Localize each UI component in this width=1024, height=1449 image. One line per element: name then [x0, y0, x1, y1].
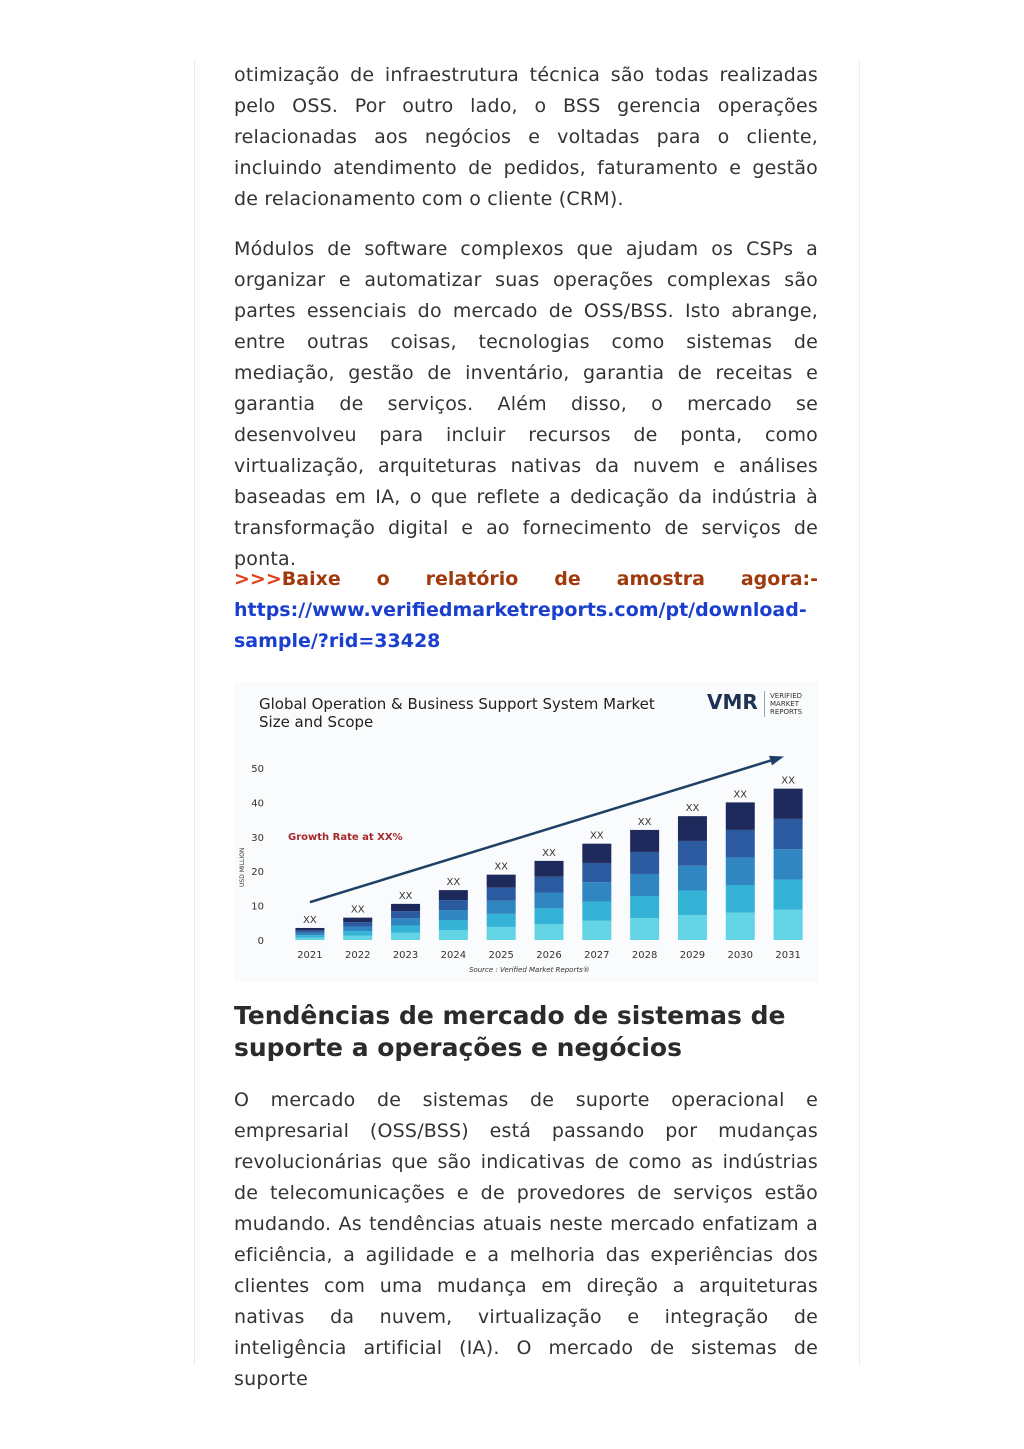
bar-segment [391, 911, 420, 918]
chart-title-line1: Global Operation & Business Support System Market [259, 695, 655, 713]
bar-segment [774, 849, 803, 879]
bar-segment [774, 789, 803, 819]
x-tick-label: 2023 [392, 950, 419, 961]
chart-ylabel: USD MILLION [239, 847, 246, 887]
bar-segment [535, 924, 564, 940]
y-tick-label: 30 [251, 832, 264, 844]
bars [295, 776, 802, 940]
vmr-logo [707, 690, 803, 717]
x-axis [297, 950, 801, 961]
bar-segment [535, 877, 564, 893]
growth-annotation: Growth Rate at XX% [288, 832, 403, 843]
cta-word: agora:- [740, 568, 818, 590]
bar-segment [439, 930, 468, 940]
bar-data-label: XX [446, 877, 461, 889]
x-tick-label: 2028 [631, 950, 658, 961]
bar-stack [630, 830, 659, 940]
bar-segment [343, 927, 372, 931]
vmr-logo-line3: REPORTS [770, 708, 803, 716]
vmr-logo-mark: VMR [707, 690, 758, 714]
bar-segment [582, 863, 611, 882]
bar-segment [678, 866, 707, 891]
bar-segment [678, 841, 707, 866]
bar-stack [295, 928, 324, 940]
bar-data-label: XX [303, 914, 317, 926]
bar-segment [678, 890, 707, 915]
download-sample-link[interactable] [234, 599, 807, 652]
bar-data-label: XX [398, 890, 413, 902]
download-cta [234, 564, 818, 657]
bar-stack [582, 844, 611, 940]
bar-segment [439, 910, 468, 920]
bar-segment [630, 830, 659, 852]
bar-segment [630, 918, 659, 940]
bar-stack [343, 918, 372, 940]
bar-segment [726, 857, 755, 885]
bar-data-label: XX [589, 830, 604, 842]
cta-word: relatório [425, 568, 519, 590]
bar-segment [295, 930, 324, 932]
bar-segment [295, 935, 324, 937]
market-chart [234, 682, 818, 982]
bar-data-label: XX [542, 847, 556, 859]
bar-segment [343, 936, 372, 940]
bar-data-label: XX [350, 904, 365, 916]
bar-segment [535, 908, 564, 924]
bar-segment [535, 893, 564, 909]
bar-segment [726, 802, 755, 830]
x-tick-label: 2022 [345, 950, 371, 961]
chart-title-line2: Size and Scope [259, 713, 374, 731]
x-tick-label: 2027 [584, 950, 610, 961]
x-tick-label: 2030 [727, 950, 753, 961]
bar-segment [582, 921, 611, 940]
bar-segment [774, 910, 803, 940]
bar-segment [391, 933, 420, 940]
y-tick-label: 40 [251, 798, 264, 810]
y-tick-label: 50 [251, 764, 264, 775]
bar-segment [391, 904, 420, 911]
bar-stack [678, 816, 707, 940]
bar-segment [487, 927, 516, 940]
trend-arrowhead [769, 756, 784, 766]
bar-segment [487, 901, 516, 914]
bar-segment [439, 900, 468, 910]
bar-segment [678, 816, 707, 841]
bar-stack [774, 789, 803, 940]
bar-segment [439, 920, 468, 930]
bar-stack [726, 802, 755, 940]
bar-segment [774, 879, 803, 909]
bar-segment [726, 912, 755, 940]
bar-segment [439, 890, 468, 900]
link-line-1: https://www.verifiedmarketreports.com/pt/download- [234, 599, 807, 621]
bar-segment [582, 882, 611, 901]
bar-segment [295, 933, 324, 935]
x-tick-label: 2025 [488, 950, 514, 961]
paragraph-oss-bss: otimização de infraestrutura técnica são todas realizadas pelo OSS. Por outro lado, o BSS gerencia operações relacionadas aos negócios e voltadas para o cliente, incluindo atendimento de pedidos, faturamento e gestão de relacionamento com o cliente (CRM). [234, 64, 818, 210]
bar-segment [487, 875, 516, 888]
bar-data-label: XX [781, 775, 795, 787]
cta-arrows: >>> [234, 568, 282, 590]
cta-word: de [554, 568, 581, 590]
link-line-2: sample/?rid=33428 [234, 630, 441, 652]
bar-data-label: XX [494, 861, 509, 873]
bar-data-label: XX [685, 803, 700, 815]
x-tick-label: 2031 [775, 950, 801, 961]
cta-word: o [376, 568, 390, 590]
cta-word: amostra [616, 568, 705, 590]
vmr-logo-divider [764, 691, 765, 717]
y-tick-label: 0 [257, 936, 264, 947]
bar-stack [535, 861, 564, 940]
y-tick-label: 10 [251, 901, 264, 913]
bar-segment [582, 844, 611, 863]
bar-segment [391, 926, 420, 933]
vmr-logo-line1: VERIFIED [770, 692, 803, 700]
bar-data-label: XX [733, 789, 748, 801]
bar-segment [343, 918, 372, 922]
bar-data-label: XX [637, 816, 652, 828]
paragraph-trends: O mercado de sistemas de suporte operacional e empresarial (OSS/BSS) está passando por mudanças revolucionárias que são indicativas de como as indústrias de telecomunicações e de provedores de serviços estão mudando. As tendências atuais neste mercado enfatizam a eficiência, a agilidade e a melhoria das experiências dos clientes com uma mudança em direção a arquiteturas nativas da nuvem, virtualização e integração de inteligência artificial (IA). O mercado de sistemas de suporte [234, 1089, 818, 1390]
bar-stack [439, 890, 468, 940]
paragraph-modules: Módulos de software complexos que ajudam os CSPs a organizar e automatizar suas operações complexas são partes essenciais do mercado de OSS/BSS. Isto abrange, entre outras coisas, tecnologias como sistemas de mediação, gestão de inventário, garantia de receitas e garantia de serviços. Além disso, o mercado se desenvolveu para incluir recursos de ponta, como virtualização, arquiteturas nativas da nuvem e análises baseadas em IA, o que reflete a dedicação da indústria à transformação digital e ao fornecimento de serviços de ponta. [234, 238, 818, 570]
bar-segment [582, 901, 611, 920]
bar-segment [391, 918, 420, 925]
bar-segment [630, 896, 659, 918]
cta-word: Baixe [281, 568, 341, 590]
bar-segment [726, 885, 755, 913]
chart-source: Source : Verified Market Reports® [469, 966, 590, 974]
market-chart-figure [234, 682, 818, 982]
cta-text [234, 564, 818, 595]
vmr-logo-line2: MARKET [770, 700, 799, 708]
bar-segment [343, 931, 372, 935]
bar-segment [535, 861, 564, 877]
x-tick-label: 2021 [297, 950, 323, 961]
section-heading: Tendências de mercado de sistemas de suporte a operações e negócios [234, 1001, 786, 1062]
bar-segment [726, 830, 755, 858]
bar-segment [343, 922, 372, 926]
cta-first [234, 564, 341, 595]
bar-segment [487, 888, 516, 901]
bar-segment [774, 819, 803, 849]
bar-segment [630, 852, 659, 874]
x-tick-label: 2029 [679, 950, 706, 961]
bar-segment [678, 915, 707, 940]
bar-segment [295, 938, 324, 940]
y-axis [251, 764, 264, 947]
bar-segment [630, 874, 659, 896]
bar-segment [295, 928, 324, 930]
y-tick-label: 20 [251, 867, 264, 879]
x-tick-label: 2024 [440, 950, 467, 961]
bar-stack [487, 875, 516, 940]
bar-stack [391, 904, 420, 940]
paragraph-trends-wrap [234, 1085, 818, 1395]
bar-segment [487, 914, 516, 927]
x-tick-label: 2026 [536, 950, 562, 961]
